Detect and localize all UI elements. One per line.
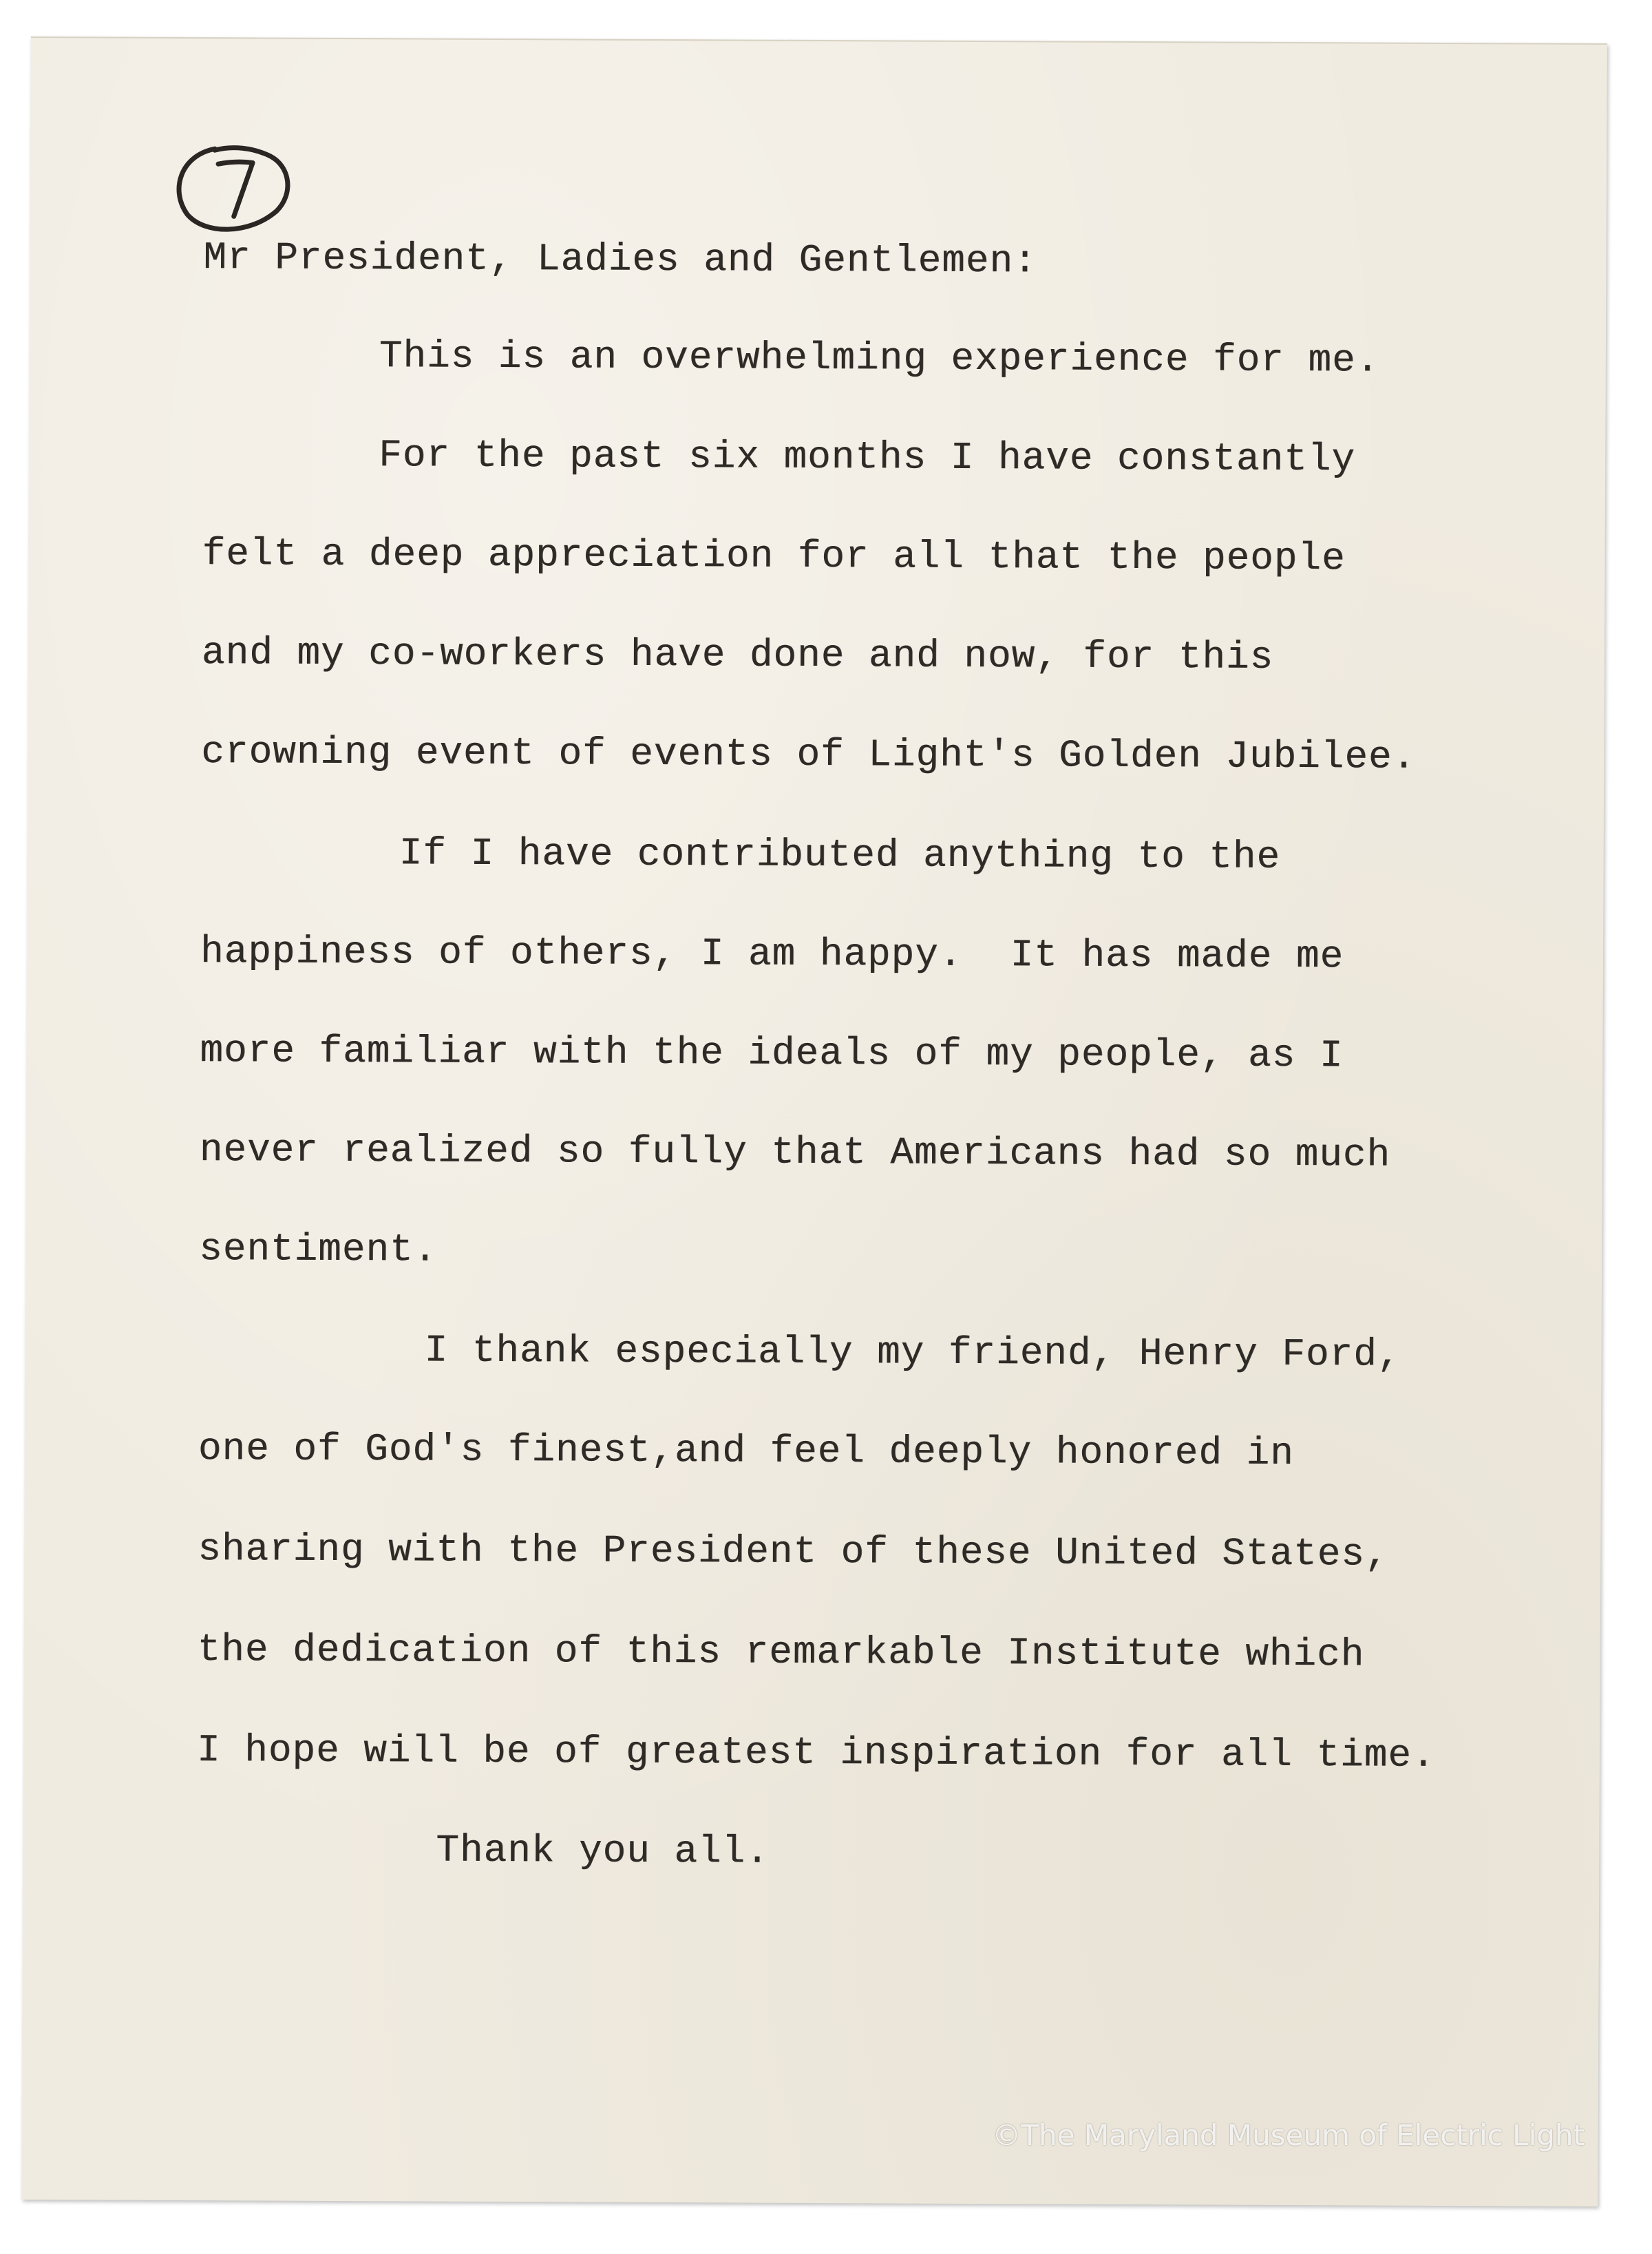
body-line: sentiment. bbox=[199, 1227, 438, 1272]
body-line: one of God's finest,and feel deeply honored in bbox=[198, 1426, 1294, 1476]
body-line: I thank especially my friend, Henry Ford, bbox=[424, 1328, 1401, 1377]
body-line: the dedication of this remarkable Institute which bbox=[197, 1628, 1365, 1677]
body-line: This is an overwhelming experience for me. bbox=[379, 334, 1380, 383]
body-line: crowning event of events of Light's Golden Jubilee. bbox=[201, 730, 1417, 779]
body-line: and my co-workers have done and now, for this bbox=[201, 631, 1274, 680]
body-line: happiness of others, I am happy. It has made me bbox=[200, 929, 1344, 979]
document-sheet bbox=[21, 36, 1607, 2206]
body-line: more familiar with the ideals of my people, as I bbox=[200, 1029, 1344, 1078]
body-line: felt a deep appreciation for all that the people bbox=[202, 531, 1346, 581]
body-line: For the past six months I have constantly bbox=[379, 433, 1356, 482]
body-line: Thank you all. bbox=[436, 1828, 770, 1874]
body-line: I hope will be of greatest inspiration for all time. bbox=[196, 1728, 1436, 1778]
body-line: sharing with the President of these United States, bbox=[198, 1527, 1389, 1577]
copyright-watermark: ©The Maryland Museum of Electric Light bbox=[992, 2118, 1585, 2152]
body-line: never realized so fully that Americans had so much bbox=[199, 1128, 1391, 1177]
body-line: If I have contributed anything to the bbox=[399, 831, 1281, 879]
typed-letter-body bbox=[28, 38, 1607, 1874]
salutation: Mr President, Ladies and Gentlemen: bbox=[203, 235, 1037, 284]
